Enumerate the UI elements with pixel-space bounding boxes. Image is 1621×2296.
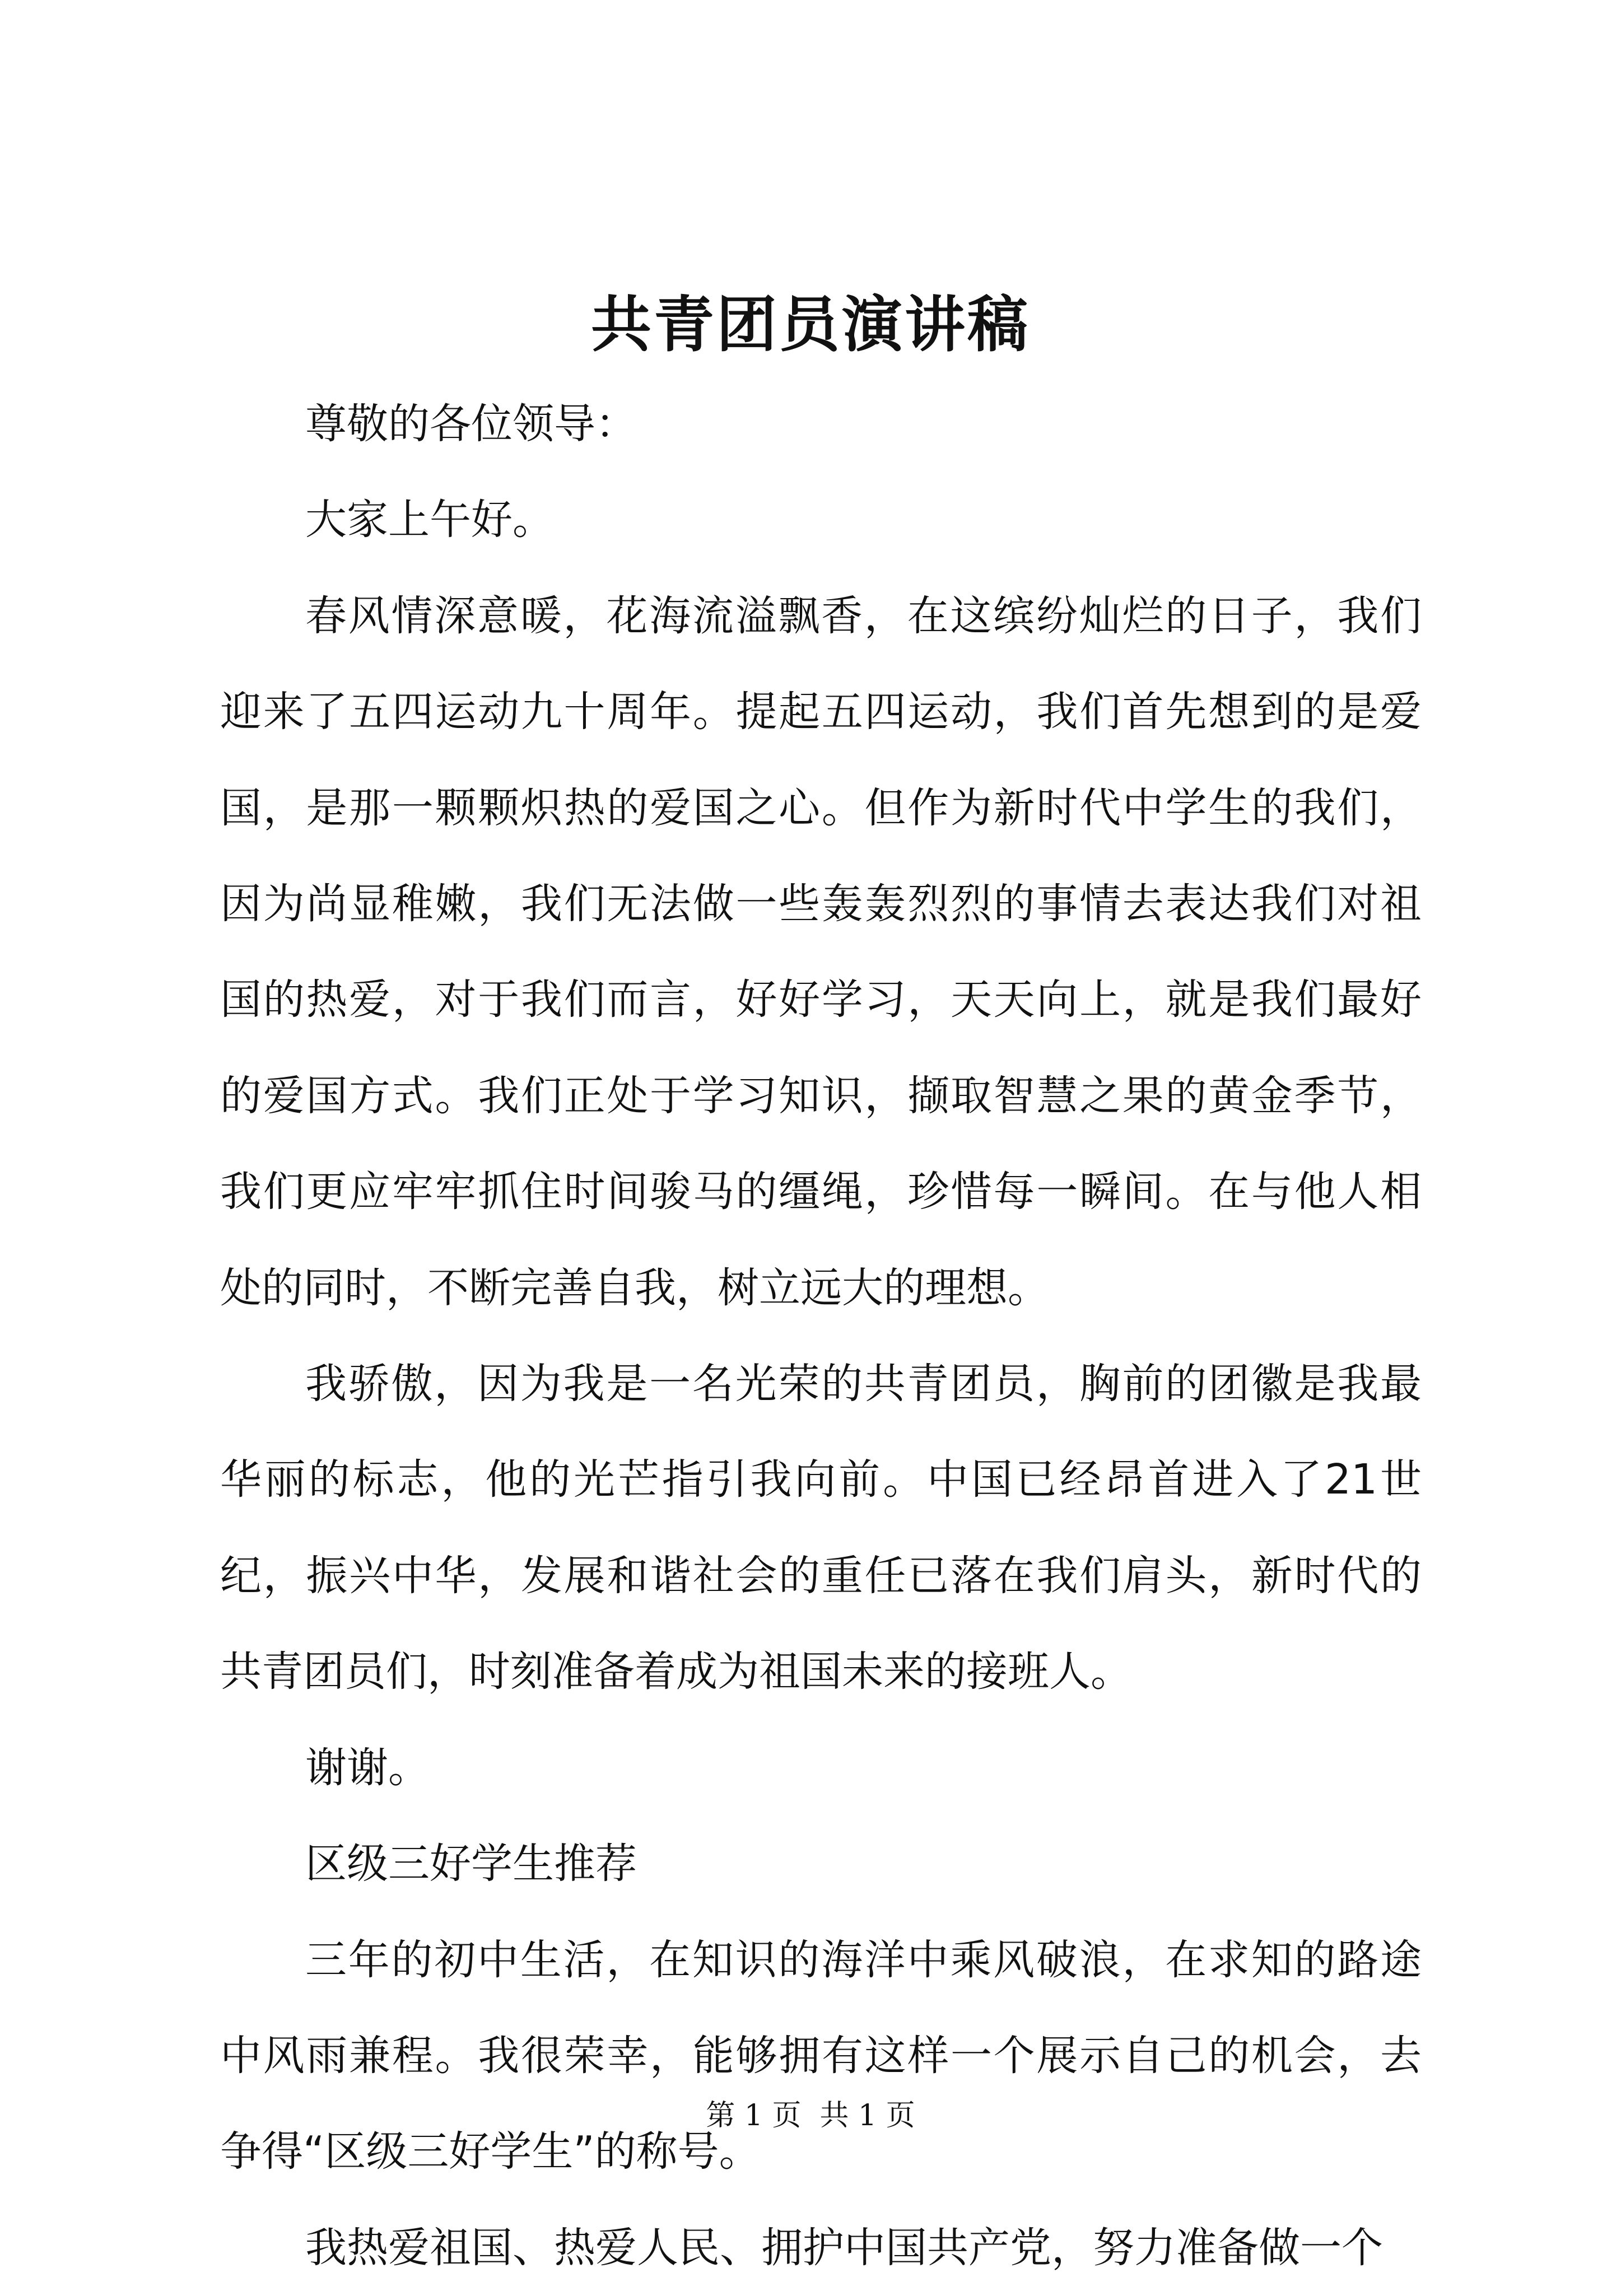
page-footer	[0, 2093, 1621, 2138]
paragraph-body-4: 我热爱祖国、热爱人民、拥护中国共产党，努力准备做一个	[305, 2223, 1383, 2272]
paragraph-thanks: 谢谢。	[305, 1743, 430, 1792]
document-body	[220, 376, 1422, 2296]
document-title: 共青团员演讲稿	[590, 290, 1030, 360]
paragraph-greeting: 大家上午好。	[305, 496, 554, 544]
paragraph-salutation: 尊敬的各位领导：	[305, 400, 637, 448]
paragraph-body-1: 春风情深意暖，花海流溢飘香，在这缤纷灿烂的日子，我们迎来了五四运动九十周年。提起五四运动，我们首先想到的是爱国，是那一颗颗炽热的爱国之心。但作为新时代中学生的我们，因为尚显稚嫩，我们无法做一些轰轰烈烈的事情去表达我们对祖国的热爱，对于我们而言，好好学习，天天向上，就是我们最好的爱国方式。我们正处于学习知识，撷取智慧之果的黄金季节，我们更应牢牢抓住时间骏马的缰绳，珍惜每一瞬间。在与他人相处的同时，不断完善自我，树立远大的理想。	[220, 591, 1422, 1312]
paragraph-body-3: 三年的初中生活，在知识的海洋中乘风破浪，在求知的路途中风雨兼程。我很荣幸，能够拥有这样一个展示自己的机会，去争得“区级三好学生”的称号。	[220, 1935, 1422, 2176]
section-heading: 区级三好学生推荐	[305, 1840, 637, 1888]
page-number-label: 第 1 页 共 1 页	[706, 2099, 915, 2132]
paragraph-body-2: 我骄傲，因为我是一名光荣的共青团员，胸前的团徽是我最华丽的标志，他的光芒指引我向前。中国已经昂首进入了21世纪，振兴中华，发展和谐社会的重任已落在我们肩头，新时代的共青团员们，时刻准备着成为祖国未来的接班人。	[220, 1360, 1422, 1696]
